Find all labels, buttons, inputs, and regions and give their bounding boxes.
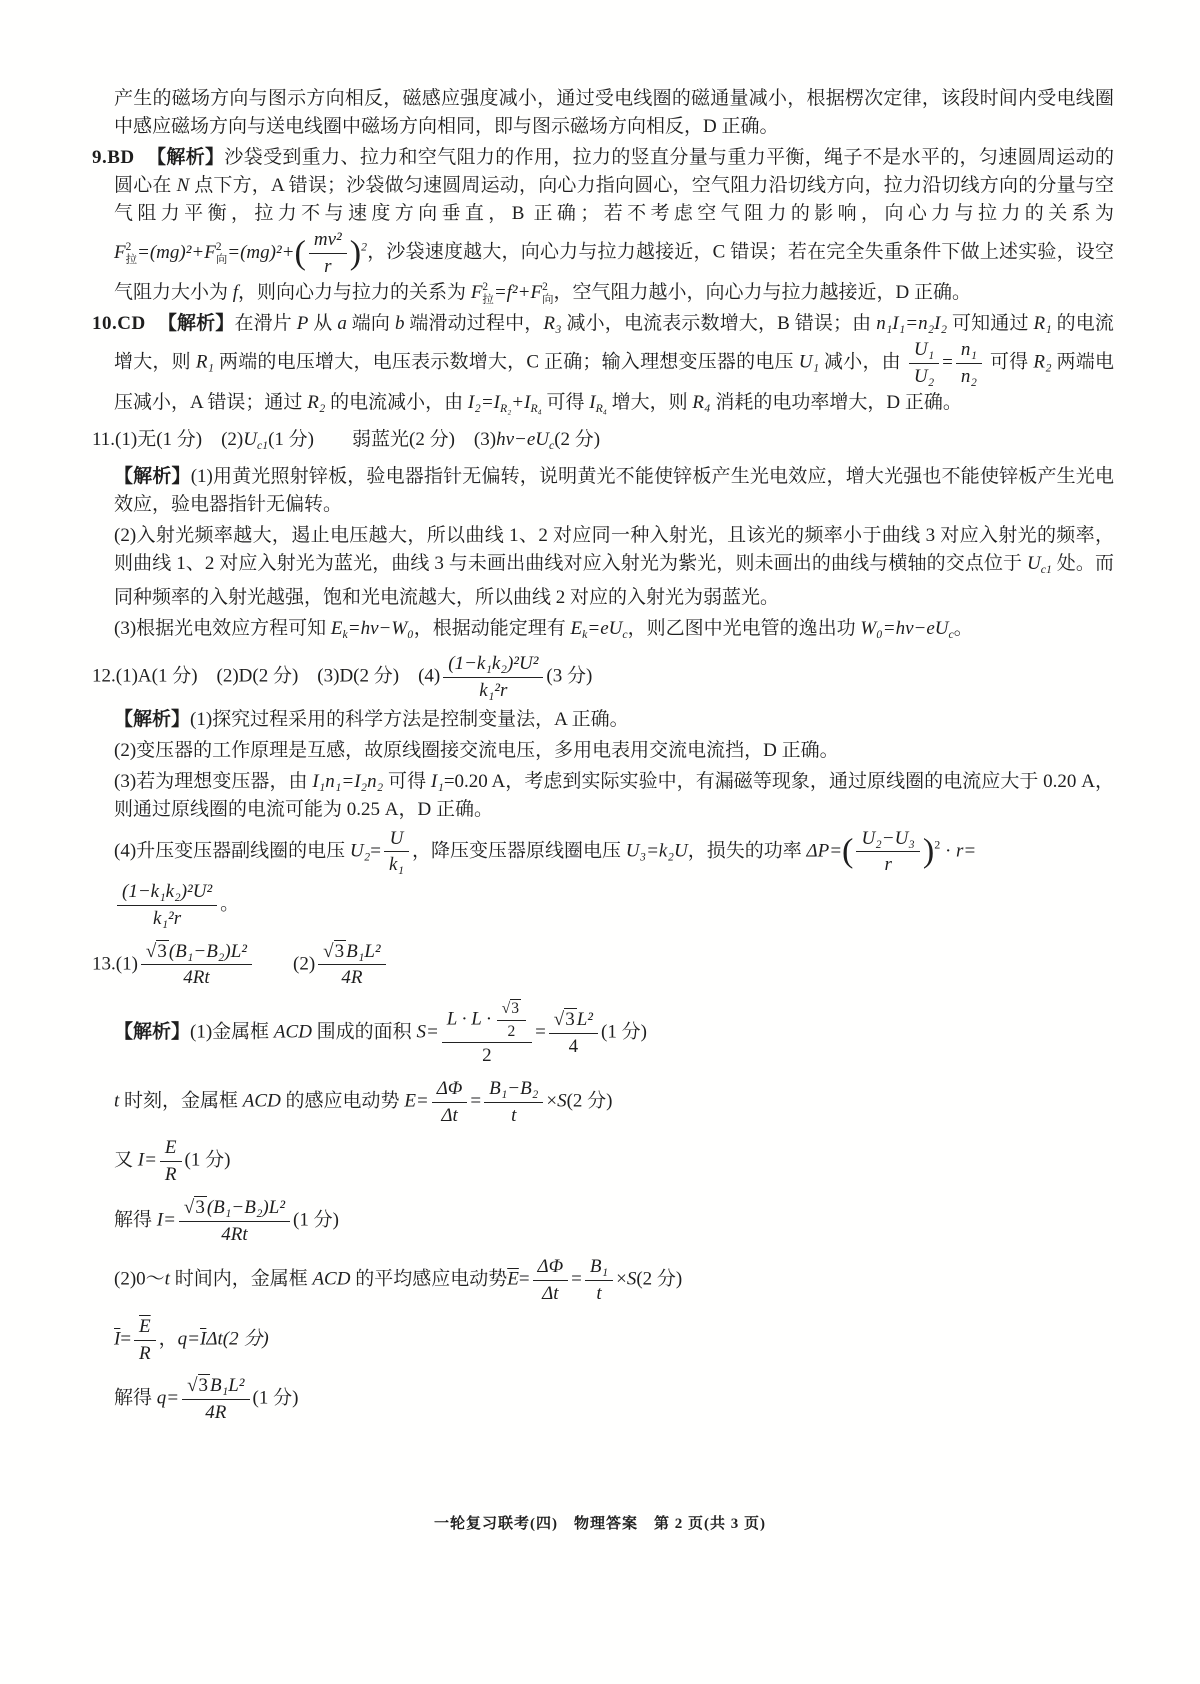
- superscript: 2: [934, 839, 941, 853]
- left-paren: (: [294, 234, 306, 272]
- superscript: 2: [361, 240, 367, 254]
- math-var: b: [394, 313, 405, 335]
- text-run: 。: [953, 618, 973, 640]
- fraction: [179, 1196, 290, 1247]
- q10-answer-label: 10.CD: [92, 313, 146, 335]
- math-run: Δt(2 分): [206, 1328, 269, 1350]
- q13-analysis-p3: [92, 1136, 1114, 1187]
- denominator: 2: [482, 1045, 492, 1067]
- fraction: [585, 1255, 613, 1306]
- text-run: 解得: [114, 1209, 157, 1231]
- q11-analysis-p2: [92, 522, 1114, 612]
- denominator: r: [324, 255, 332, 277]
- denominator: 4Rt: [183, 967, 210, 989]
- denominator: U₂: [913, 366, 935, 388]
- q12-analysis-p5: [92, 880, 1114, 931]
- text-run: (2)入射光频率越大，遏止电压越大，所以曲线 1、2 对应同一种入射光，且该光的频率小于曲线 3 对应入射光的频率，则曲线 1、2 对应入射光为蓝光，曲线 3 与未画出曲线对应入射光为紫光，则未画出的曲线与横轴的交点位于: [114, 525, 1114, 575]
- subscript: 拉: [125, 254, 138, 267]
- radicand: 3: [334, 940, 345, 962]
- page-footer: [0, 1512, 1200, 1533]
- q13-analysis-p2: [92, 1077, 1114, 1128]
- numerator: $\overline{E}$: [134, 1315, 156, 1341]
- radical: [187, 1374, 210, 1396]
- math-var: E: [570, 618, 583, 640]
- math-run: =f²+F: [493, 281, 543, 303]
- math-var-overline: $\overline{I}$: [200, 1328, 207, 1350]
- fraction: [856, 827, 919, 878]
- jiexi-tag: 【解析】: [114, 466, 191, 488]
- formula-transformer-ratio: [906, 339, 985, 388]
- radicand: 3: [157, 940, 167, 962]
- text-run: ，降压变压器原线圈电压: [412, 840, 626, 862]
- subscript: c: [948, 628, 954, 642]
- q12-analysis-p3: [92, 768, 1114, 824]
- text-run: (2 分): [554, 428, 601, 450]
- right-paren: ): [349, 234, 362, 272]
- fraction: [384, 827, 409, 878]
- fraction: [443, 652, 543, 703]
- math-run: r=: [956, 840, 977, 862]
- math-var: F: [114, 241, 126, 263]
- numerator: U: [384, 827, 409, 853]
- math-run: =(mg)²+: [227, 241, 295, 263]
- subscript: c1: [257, 439, 269, 453]
- q13-label: 13.: [92, 953, 116, 975]
- numerator: U₂−U₃: [856, 827, 919, 853]
- subscript: c1: [1040, 563, 1052, 577]
- math-var: ACD: [312, 1269, 351, 1291]
- subscript: R₂: [500, 401, 512, 415]
- radical: [502, 999, 521, 1017]
- radical-sign: √: [501, 1000, 511, 1018]
- math-run: I₂=I: [467, 391, 501, 413]
- text-run: 的电流增大，则: [114, 313, 1114, 373]
- math-var: F: [470, 281, 483, 303]
- math-run: q=: [156, 1388, 180, 1410]
- subscript: R₄: [595, 401, 607, 415]
- math-var-sub: [589, 392, 607, 413]
- item-q12-answers: [92, 652, 1114, 703]
- text-run: (3)若为理想变压器，由: [114, 770, 313, 792]
- math-var: U: [243, 428, 257, 450]
- denominator: Δt: [542, 1283, 559, 1305]
- math-var: N: [176, 175, 190, 196]
- denominator: k₁²r: [153, 907, 182, 929]
- math-var: a: [337, 313, 347, 335]
- math-run: B₁L²: [346, 940, 381, 962]
- radical-sign: √: [183, 1196, 195, 1218]
- radical-sign: √: [323, 940, 334, 962]
- math-run: =hν−W₀: [347, 618, 414, 640]
- denominator: R: [164, 1164, 177, 1186]
- subscript: 向: [542, 294, 554, 307]
- math-run: I₁n₁=I₂n₂: [312, 770, 384, 792]
- math-var-overline: $\overline{I}$: [114, 1328, 121, 1350]
- q8-continuation-paragraph: [92, 85, 1114, 141]
- denominator: t: [511, 1104, 517, 1126]
- denominator: 4Rt: [221, 1223, 248, 1245]
- math-var: f: [232, 281, 239, 303]
- numerator: mv²: [309, 228, 347, 254]
- numerator: B₁: [585, 1255, 613, 1281]
- q11-analysis-p3: [92, 615, 1114, 649]
- jiexi-tag: 【解析】: [146, 147, 225, 168]
- fraction: [141, 940, 252, 991]
- text-run: (3 分): [546, 665, 593, 687]
- footer-text: 一轮复习联考(四) 物理答案 第 2 页(共 3 页): [434, 1516, 766, 1532]
- math-var: R₁: [1033, 313, 1052, 335]
- radical: [184, 1196, 207, 1218]
- text-run: (2): [255, 953, 316, 975]
- subscript: c: [549, 439, 555, 453]
- numerator: [549, 1008, 598, 1034]
- equals-sign: =: [535, 1021, 546, 1043]
- math-run: (B₁−B₂)L²: [206, 1196, 286, 1218]
- denominator: k₁: [388, 854, 404, 876]
- text-run: 消耗的电功率增大，D 正确。: [710, 391, 962, 413]
- fraction: [117, 880, 217, 931]
- math-var: R₂: [307, 391, 326, 413]
- fraction: [484, 1077, 543, 1128]
- left-paren: (: [842, 832, 854, 870]
- math-var: U₁: [798, 351, 820, 373]
- math-run: =eU: [587, 618, 623, 640]
- math-run: L · L ·: [446, 1008, 496, 1030]
- denominator: 4R: [341, 967, 363, 989]
- text-run: (1)用黄光照射锌板，验电器指针无偏转，说明黄光不能使锌板产生光电效应，增大光强也不能使锌板产生光电效应，验电器指针无偏转。: [114, 466, 1114, 516]
- text-run: 可知通过: [947, 313, 1034, 335]
- equals-sign: =: [942, 351, 953, 373]
- fraction: [318, 940, 385, 991]
- numerator: [442, 999, 532, 1043]
- math-run: =(mg)²+F: [137, 241, 216, 263]
- denominator: k₁²r: [479, 679, 508, 701]
- superscript: 2: [215, 241, 222, 254]
- text-run: 的平均感应电动势: [350, 1269, 508, 1291]
- math-var: I: [589, 391, 596, 413]
- subscript: R₄: [530, 401, 542, 415]
- math-var: S: [626, 1269, 637, 1291]
- math-var: R₄: [692, 391, 711, 413]
- sup-sub-stack: [542, 281, 553, 307]
- text-run: ，根据动能定理有: [413, 618, 571, 640]
- score-note: (2 分): [636, 1269, 683, 1291]
- numerator: [182, 1374, 249, 1400]
- text-run: (1)金属框: [190, 1021, 274, 1043]
- text-run: ，则乙图中光电管的逸出功: [627, 618, 861, 640]
- score-note: (1 分): [252, 1388, 299, 1410]
- fraction: [432, 1077, 468, 1128]
- q12-analysis-p1: [92, 706, 1114, 734]
- numerator: ΔΦ: [533, 1255, 569, 1281]
- numerator: (1−k₁k₂)²U²: [117, 880, 217, 906]
- text-run: 可得: [985, 351, 1034, 373]
- numerator: (1−k₁k₂)²U²: [443, 652, 543, 678]
- equals-sign: =: [470, 1090, 482, 1112]
- math-run: E=: [404, 1090, 429, 1112]
- q12-analysis-p2: [92, 737, 1114, 765]
- fraction: [134, 1315, 156, 1366]
- math-run: I=: [137, 1150, 157, 1172]
- text-run: (1)探究过程采用的科学方法是控制变量法，A 正确。: [190, 708, 629, 730]
- text-run: ，沙袋速度越大，向心力与拉力越接近，C 错误；若在完全失重条件下做上述实验，设空气阻力大小为: [114, 241, 1114, 303]
- denominator: r: [884, 854, 892, 876]
- denominator: R: [139, 1342, 151, 1364]
- q13-analysis-p7: [92, 1374, 1114, 1425]
- q13-analysis-p4: [92, 1196, 1114, 1247]
- fraction: [533, 1255, 569, 1306]
- math-var: ACD: [242, 1090, 281, 1112]
- text-run: 时间内，金属框: [169, 1269, 313, 1291]
- denominator: 4R: [205, 1402, 227, 1424]
- numerator: B₁−B₂: [484, 1077, 543, 1103]
- math-var: t: [114, 1090, 120, 1112]
- radical: [554, 1008, 577, 1030]
- text-run: 时刻，金属框: [119, 1090, 243, 1112]
- math-run: (B₁−B₂)L²: [168, 940, 248, 962]
- text-run: ，空气阻力越小，向心力与拉力越接近，D 正确。: [553, 281, 971, 303]
- math-run: W₀=hν−eU: [860, 618, 949, 640]
- subscript: k: [342, 628, 348, 642]
- math-var: S: [557, 1090, 567, 1112]
- equals-sign: =: [120, 1328, 132, 1350]
- fraction: [909, 338, 939, 389]
- math-var: t: [164, 1269, 170, 1291]
- text-run: 从: [308, 313, 338, 335]
- numerator: [497, 999, 526, 1020]
- score-note: (2 分): [566, 1090, 613, 1112]
- math-run: +I: [511, 391, 531, 413]
- subscript: 向: [215, 254, 228, 267]
- math-run: I=: [156, 1209, 176, 1231]
- formula-weightless: [470, 281, 554, 307]
- subscript: 拉: [482, 294, 494, 307]
- math-run: S=: [416, 1021, 439, 1043]
- denominator: n₂: [960, 366, 977, 388]
- radical-sign: √: [145, 940, 157, 962]
- superscript: 2: [542, 281, 548, 294]
- score-note: (1 分): [184, 1150, 231, 1172]
- numerator: U₁: [909, 338, 939, 364]
- right-paren: ): [922, 832, 935, 870]
- fraction: [182, 1374, 249, 1425]
- q11-analysis-p1: [92, 463, 1114, 519]
- item-q9: [92, 144, 1114, 307]
- text-run: 可得: [541, 391, 590, 413]
- text-run: (2)变压器的工作原理是互感，故原线圈接交流电压，多用电表用交流电流挡，D 正确。: [114, 739, 839, 761]
- text-run: 的电流减小，由: [325, 391, 468, 413]
- text-run: (3)根据光电效应方程可知: [114, 618, 331, 640]
- score-note: (1 分): [601, 1021, 647, 1043]
- times-sign: ×: [616, 1269, 627, 1291]
- math-run: n₁I₁=n₂I₂: [876, 313, 948, 335]
- formula-power-loss: [842, 827, 941, 876]
- math-run: ΔP=: [806, 840, 843, 862]
- numerator: E: [160, 1136, 182, 1162]
- text-run: 两端的电压增大，电压表示数增大，C 正确；输入理想变压器的电压: [214, 351, 799, 373]
- dot-operator: ·: [940, 840, 957, 862]
- subscript: k: [582, 628, 588, 642]
- text-run: 两端电压减小，A 错误；通过: [114, 351, 1114, 413]
- fraction-nested: [442, 999, 532, 1068]
- fraction: [549, 1008, 598, 1059]
- q12-analysis-p4: [92, 827, 1114, 878]
- math-run: L²: [576, 1009, 593, 1031]
- radicand: 3: [511, 1000, 520, 1018]
- jiexi-tag: 【解析】: [114, 1021, 191, 1043]
- q12-label: 12.: [92, 665, 116, 687]
- text-run: (2)0～: [114, 1269, 165, 1291]
- radicand: 3: [198, 1375, 209, 1397]
- q9-answer-label: 9.BD: [92, 147, 135, 168]
- equals-sign: =: [571, 1269, 582, 1291]
- fraction: [956, 338, 982, 389]
- superscript: 2: [482, 281, 489, 294]
- math-run: q=: [177, 1328, 200, 1350]
- text-run: 产生的磁场方向与图示方向相反，磁感应强度减小，通过受电线圈的磁通量减小，根据楞次定律，该段时间内受电线圈中感应磁场方向与送电线圈中磁场方向相同，即与图示磁场方向相反，D 正确。: [114, 88, 1114, 137]
- text-run: 减小，由: [819, 351, 906, 373]
- math-var: P: [296, 313, 309, 335]
- q11-label: 11.: [92, 428, 116, 450]
- fraction-inner: [497, 999, 526, 1041]
- q13-analysis-p5: [92, 1255, 1114, 1306]
- denominator: 4: [568, 1036, 579, 1058]
- text-run: 在滑片: [234, 313, 297, 335]
- formula-centripetal: [114, 229, 367, 277]
- denominator: Δt: [441, 1104, 458, 1126]
- times-sign: ×: [546, 1090, 558, 1112]
- numerator: [318, 940, 385, 966]
- math-var: R₁: [195, 351, 215, 373]
- math-run: U₃=k₂U: [625, 840, 688, 862]
- math-run: hν−eU: [496, 428, 549, 450]
- text-run: 处。而同种频率的入射光越强，饱和光电流越大，所以曲线 2 对应的入射光为弱蓝光。: [114, 553, 1114, 609]
- radical: [323, 940, 346, 962]
- text-run: 可得: [383, 770, 431, 792]
- score-note: (1 分): [293, 1209, 339, 1231]
- math-var: E: [330, 618, 343, 640]
- jiexi-tag: 【解析】: [114, 708, 191, 730]
- sup-sub-stack: [216, 241, 227, 267]
- q13-analysis-p6: [92, 1315, 1114, 1366]
- formula-current-sum: [468, 392, 542, 413]
- text-run: ，损失的功率: [687, 840, 807, 862]
- numerator: [179, 1196, 290, 1222]
- text-run: 端向: [346, 313, 395, 335]
- text-run: 增大，则: [606, 391, 693, 413]
- jiexi-tag: 【解析】: [157, 313, 235, 335]
- superscript: 2: [125, 241, 132, 254]
- text-run: 沙袋受到重力、拉力和空气阻力的作用，拉力的竖直分量与重力平衡，绳子不是水平的，匀速圆周运动的圆心在: [114, 147, 1114, 196]
- radical-sign: √: [553, 1009, 565, 1031]
- item-q11-answers: [92, 426, 1114, 460]
- item-q13-answers: [92, 940, 1114, 991]
- math-var: I₁: [430, 770, 444, 792]
- text-run: ，则向心力与拉力的关系为: [238, 281, 471, 303]
- numerator: [141, 940, 252, 966]
- radical: [146, 940, 169, 962]
- radicand: 3: [195, 1196, 205, 1218]
- math-run: B₁L²: [210, 1375, 245, 1397]
- denominator: 2: [507, 1022, 516, 1040]
- numerator: ΔΦ: [432, 1077, 468, 1103]
- text-run: ，: [158, 1328, 178, 1350]
- numerator: n₁: [956, 338, 982, 364]
- q13-analysis-p1: [92, 999, 1114, 1068]
- text-run: 减小，电流表示数增大，B 错误；由: [561, 313, 877, 335]
- text-run: (1)无(1 分) (2): [115, 428, 244, 450]
- text-run: 。: [220, 893, 240, 915]
- text-run: 端滑动过程中，: [404, 313, 544, 335]
- sup-sub-stack: [126, 241, 137, 267]
- text-run: (1)A(1 分) (2)D(2 分) (3)D(2 分) (4): [115, 665, 441, 687]
- text-run: 围成的面积: [311, 1021, 417, 1043]
- text-run: 又: [114, 1150, 138, 1172]
- math-var: U: [1027, 553, 1041, 575]
- fraction: [309, 228, 347, 279]
- sup-sub-stack: [482, 281, 493, 307]
- text-run: (4)升压变压器副线圈的电压: [114, 840, 350, 862]
- math-var: R₂: [1033, 351, 1052, 373]
- math-var: U₂: [349, 840, 371, 862]
- text-run: 点下方，A 错误；沙袋做匀速圆周运动，向心力指向圆心，空气阻力沿切线方向，拉力沿切线方向的分量与空气阻力平衡，拉力不与速度方向垂直，B 正确；若不考虑空气阻力的影响，向心力与拉力的关系为: [114, 175, 1114, 224]
- fraction: [160, 1136, 182, 1187]
- equals-sign: =: [518, 1269, 530, 1291]
- equals-sign: =: [370, 840, 381, 862]
- subscript: c: [622, 628, 628, 642]
- denominator: t: [596, 1283, 602, 1305]
- radical-sign: √: [187, 1375, 198, 1397]
- text-run: 的感应电动势: [280, 1090, 405, 1112]
- text-run: 解得: [114, 1388, 157, 1410]
- math-var: ACD: [273, 1021, 312, 1043]
- text-run: (1): [115, 953, 138, 975]
- text-run: (1 分) 弱蓝光(2 分) (3): [268, 428, 497, 450]
- item-q10: [92, 310, 1114, 423]
- math-var-overline: $\overline{E}$: [507, 1269, 519, 1291]
- math-var: R₃: [543, 313, 562, 335]
- text-run: =0.20 A，考虑到实际实验中，有漏磁等现象，通过原线圈的电流应大于 0.20 A，则通过原线圈的电流可能为 0.25 A，D 正确。: [114, 770, 1114, 820]
- radicand: 3: [565, 1009, 575, 1031]
